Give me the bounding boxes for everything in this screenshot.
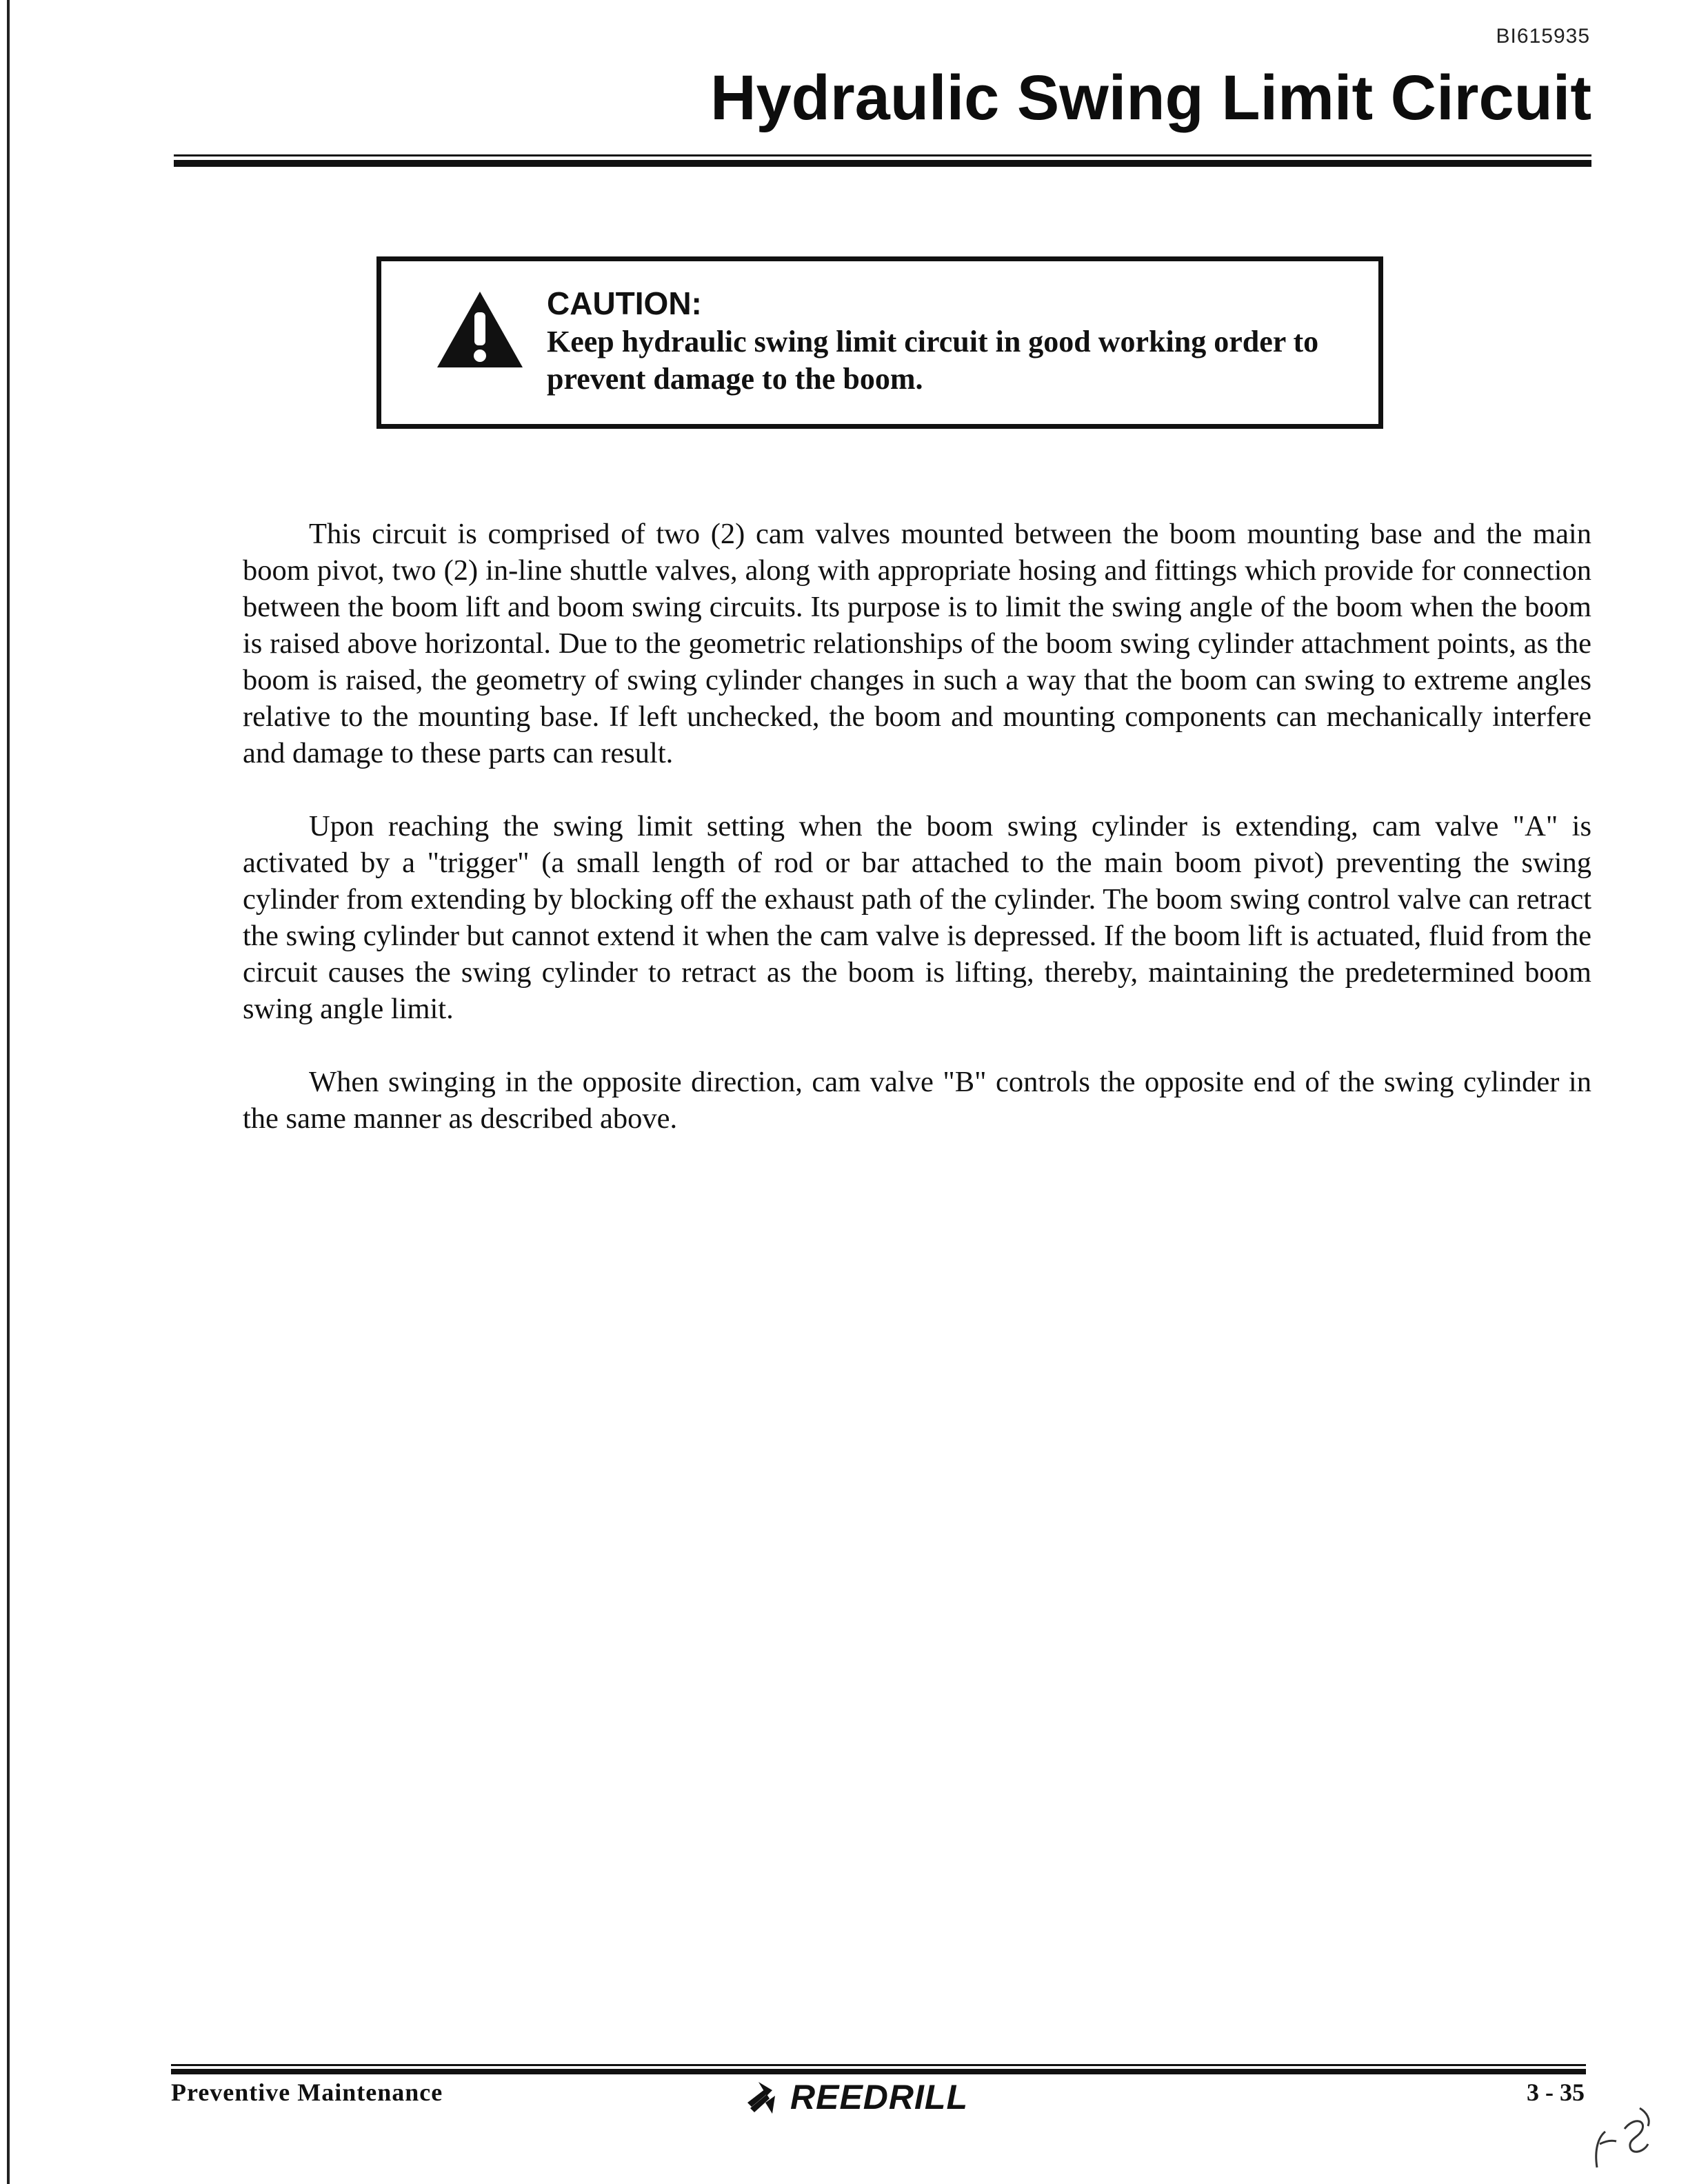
paragraph-purpose: This circuit is comprised of two (2) cam valves mounted between the boom mounting base and the main boom pivot, two (2) in-line shuttle valves, along with appropriate hosing and fittings which provide for connection between the boom lift and boom swing circuits. Its purpose is to limit the swing angle of the boom when the boom is raised above horizontal. Due to the geometric relationships of the boom swing cylinder attachment points, as the boom is raised, the geometry of swing cylinder changes in such a way that the boom can swing to extreme angles relative to the mounting base. If left unchecked, the boom and mounting components can mechanically interfere and damage to these parts can result.	[243, 518, 1591, 769]
page-left-edge	[7, 0, 10, 2184]
drill-bit-logo-icon	[745, 2075, 789, 2119]
body-text	[243, 516, 1591, 1173]
paragraph-cam-valve-a: Upon reaching the swing limit setting when the boom swing cylinder is extending, cam valve "A" is activated by a "trigger" (a small length of rod or bar attached to the main boom pivot) preventing the swing cylinder from extending by blocking off the exhaust path of the cylinder. The boom swing control valve can retract the swing cylinder but cannot extend it when the cam valve is depressed. If the boom lift is actuated, fluid from the circuit causes the swing cylinder to retract as the boom is lifting, thereby, maintaining the predetermined boom swing angle limit.	[243, 810, 1591, 1025]
caution-heading: CAUTION:	[547, 285, 702, 321]
warning-triangle-icon	[435, 289, 525, 370]
reedrill-logo	[745, 2075, 968, 2119]
header-rule	[174, 154, 1591, 167]
caution-box	[376, 256, 1383, 429]
handwritten-mark	[1585, 2101, 1660, 2177]
page-number: 3 - 35	[1527, 2079, 1585, 2106]
logo-text: REEDRILL	[790, 2078, 968, 2116]
paragraph-cam-valve-b: When swinging in the opposite direction, cam valve "B" controls the opposite end of the swing cylinder in the same manner as described above.	[243, 1066, 1591, 1135]
document-id: BI615935	[1496, 25, 1590, 48]
footer-section-name: Preventive Maintenance	[171, 2079, 443, 2106]
page-title: Hydraulic Swing Limit Circuit	[710, 63, 1591, 133]
caution-text: Keep hydraulic swing limit circuit in good working order to prevent damage to the boom.	[547, 325, 1319, 396]
footer-rule	[171, 2064, 1586, 2074]
